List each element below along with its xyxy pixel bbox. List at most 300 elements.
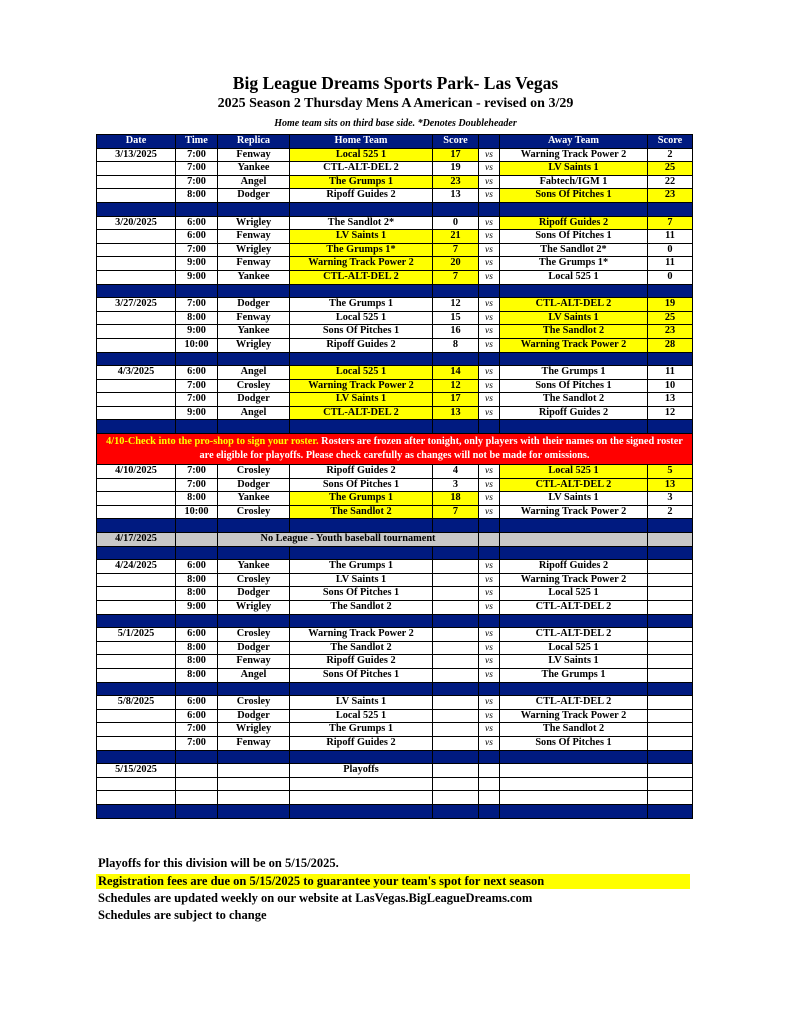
separator-cell	[290, 750, 433, 764]
away-score: 28	[648, 338, 693, 352]
field-replica: Fenway	[218, 655, 290, 669]
vs-label: vs	[479, 230, 500, 244]
separator-cell	[176, 519, 218, 533]
separator-cell	[648, 420, 693, 434]
field-replica: Dodger	[218, 587, 290, 601]
away-team: LV Saints 1	[500, 162, 648, 176]
vs-label: vs	[479, 478, 500, 492]
game-time: 8:00	[176, 587, 218, 601]
separator-cell	[97, 284, 176, 298]
game-time: 7:00	[176, 162, 218, 176]
game-row	[97, 492, 693, 506]
home-team: LV Saints 1	[290, 696, 433, 710]
away-score: 5	[648, 465, 693, 479]
week-separator	[97, 614, 693, 628]
footer-change-note: Schedules are subject to change	[98, 908, 267, 922]
vs-label: vs	[479, 175, 500, 189]
game-date	[97, 587, 176, 601]
away-team: The Grumps 1	[500, 366, 648, 380]
game-row	[97, 298, 693, 312]
away-score: 0	[648, 270, 693, 284]
home-team: LV Saints 1	[290, 573, 433, 587]
separator-cell	[648, 750, 693, 764]
game-time: 6:00	[176, 366, 218, 380]
week-separator	[97, 202, 693, 216]
separator-cell	[218, 546, 290, 560]
home-team: Local 525 1	[290, 366, 433, 380]
playoffs-row	[97, 764, 693, 778]
away-score: 11	[648, 230, 693, 244]
home-team: Ripoff Guides 2	[290, 655, 433, 669]
field-replica: Crosley	[218, 379, 290, 393]
separator-cell	[97, 682, 176, 696]
separator-cell	[218, 202, 290, 216]
roster-notice	[97, 434, 693, 465]
separator-cell	[648, 284, 693, 298]
away-team: CTL-ALT-DEL 2	[500, 696, 648, 710]
field-replica: Fenway	[218, 311, 290, 325]
away-score: 2	[648, 148, 693, 162]
separator-cell	[433, 519, 479, 533]
separator-cell	[648, 804, 693, 818]
away-team: The Grumps 1	[500, 668, 648, 682]
blank-cell	[290, 791, 433, 805]
game-date	[97, 492, 176, 506]
vs-label: vs	[479, 162, 500, 176]
doubleheader-note: Home team sits on third base side. *Denotes Doubleheader	[274, 118, 517, 129]
separator-cell	[176, 804, 218, 818]
home-team: The Grumps 1	[290, 492, 433, 506]
game-time: 9:00	[176, 406, 218, 420]
vs-label: vs	[479, 573, 500, 587]
home-team: The Sandlot 2*	[290, 216, 433, 230]
field-replica: Wrigley	[218, 243, 290, 257]
schedule-body	[97, 135, 693, 819]
game-date	[97, 325, 176, 339]
separator-cell	[176, 546, 218, 560]
home-score: 18	[433, 492, 479, 506]
separator-cell	[479, 420, 500, 434]
away-score	[648, 587, 693, 601]
away-team: Warning Track Power 2	[500, 505, 648, 519]
away-team: LV Saints 1	[500, 655, 648, 669]
game-row	[97, 478, 693, 492]
field-replica: Yankee	[218, 325, 290, 339]
game-date	[97, 505, 176, 519]
home-score: 7	[433, 243, 479, 257]
game-row	[97, 406, 693, 420]
game-date	[97, 736, 176, 750]
game-date	[97, 406, 176, 420]
game-date	[97, 338, 176, 352]
vs-label: vs	[479, 696, 500, 710]
game-time: 6:00	[176, 628, 218, 642]
home-team: CTL-ALT-DEL 2	[290, 270, 433, 284]
separator-cell	[218, 519, 290, 533]
game-date	[97, 270, 176, 284]
game-row	[97, 311, 693, 325]
playoffs-label: Playoffs	[290, 764, 433, 778]
vs-label: vs	[479, 257, 500, 271]
game-date: 4/24/2025	[97, 560, 176, 574]
away-team: Warning Track Power 2	[500, 338, 648, 352]
playoffs-date: 5/15/2025	[97, 764, 176, 778]
field-replica: Crosley	[218, 505, 290, 519]
separator-cell	[97, 420, 176, 434]
blank-cell	[176, 777, 218, 791]
game-date	[97, 379, 176, 393]
separator-cell	[479, 546, 500, 560]
game-date	[97, 230, 176, 244]
home-score: 12	[433, 379, 479, 393]
separator-cell	[290, 614, 433, 628]
home-team: The Grumps 1	[290, 723, 433, 737]
home-score: 23	[433, 175, 479, 189]
game-time: 8:00	[176, 189, 218, 203]
game-date: 3/13/2025	[97, 148, 176, 162]
game-row	[97, 655, 693, 669]
home-score: 14	[433, 366, 479, 380]
game-time: 9:00	[176, 270, 218, 284]
separator-cell	[218, 804, 290, 818]
separator-cell	[433, 614, 479, 628]
time-header: Time	[176, 135, 218, 149]
game-time: 9:00	[176, 325, 218, 339]
game-time: 7:00	[176, 393, 218, 407]
away-team: Ripoff Guides 2	[500, 560, 648, 574]
game-date	[97, 175, 176, 189]
game-time: 7:00	[176, 465, 218, 479]
separator-cell	[433, 804, 479, 818]
game-row	[97, 709, 693, 723]
game-date	[97, 393, 176, 407]
game-time: 9:00	[176, 257, 218, 271]
game-date	[97, 257, 176, 271]
blank-cell	[648, 777, 693, 791]
separator-cell	[648, 519, 693, 533]
separator-cell	[648, 682, 693, 696]
away-team: The Grumps 1*	[500, 257, 648, 271]
home-score	[433, 641, 479, 655]
field-replica: Crosley	[218, 573, 290, 587]
game-date	[97, 723, 176, 737]
vs-label: vs	[479, 379, 500, 393]
separator-cell	[97, 202, 176, 216]
game-time: 7:00	[176, 478, 218, 492]
home-team: Sons Of Pitches 1	[290, 587, 433, 601]
game-date: 4/3/2025	[97, 366, 176, 380]
vs-label: vs	[479, 668, 500, 682]
away-team: CTL-ALT-DEL 2	[500, 478, 648, 492]
separator-cell	[500, 546, 648, 560]
vs-label: vs	[479, 298, 500, 312]
game-time: 6:00	[176, 560, 218, 574]
game-row	[97, 270, 693, 284]
separator-cell	[433, 682, 479, 696]
home-score-header: Score	[433, 135, 479, 149]
away-score: 19	[648, 298, 693, 312]
game-row	[97, 628, 693, 642]
away-score	[648, 655, 693, 669]
away-team: Sons Of Pitches 1	[500, 736, 648, 750]
game-date: 5/1/2025	[97, 628, 176, 642]
field-replica: Angel	[218, 366, 290, 380]
game-time: 9:00	[176, 601, 218, 615]
home-team: Ripoff Guides 2	[290, 338, 433, 352]
game-row	[97, 560, 693, 574]
home-team: LV Saints 1	[290, 393, 433, 407]
page-subtitle: 2025 Season 2 Thursday Mens A American - revised on 3/29	[217, 96, 574, 111]
field-replica: Yankee	[218, 270, 290, 284]
away-score: 10	[648, 379, 693, 393]
game-time: 6:00	[176, 709, 218, 723]
away-score	[648, 641, 693, 655]
roster-notice-row	[97, 434, 693, 465]
no-league-date: 4/17/2025	[97, 533, 176, 547]
home-team: Sons Of Pitches 1	[290, 325, 433, 339]
home-score: 17	[433, 393, 479, 407]
separator-cell	[290, 804, 433, 818]
home-team: Ripoff Guides 2	[290, 465, 433, 479]
away-team: Sons Of Pitches 1	[500, 230, 648, 244]
separator-cell	[648, 352, 693, 366]
vs-label: vs	[479, 311, 500, 325]
game-row	[97, 573, 693, 587]
separator-cell	[176, 202, 218, 216]
game-time: 6:00	[176, 230, 218, 244]
game-time: 6:00	[176, 696, 218, 710]
home-score: 20	[433, 257, 479, 271]
separator-cell	[433, 352, 479, 366]
separator-cell	[218, 682, 290, 696]
vs-label: vs	[479, 325, 500, 339]
blank-cell	[648, 533, 693, 547]
home-score: 8	[433, 338, 479, 352]
away-score: 7	[648, 216, 693, 230]
field-replica: Dodger	[218, 709, 290, 723]
away-team: The Sandlot 2	[500, 723, 648, 737]
home-score	[433, 573, 479, 587]
away-score: 22	[648, 175, 693, 189]
game-date	[97, 311, 176, 325]
field-replica: Wrigley	[218, 338, 290, 352]
separator-cell	[176, 420, 218, 434]
away-score: 25	[648, 162, 693, 176]
separator-cell	[97, 804, 176, 818]
separator-cell	[218, 614, 290, 628]
no-league-row	[97, 533, 693, 547]
field-replica: Crosley	[218, 696, 290, 710]
home-score: 4	[433, 465, 479, 479]
separator-cell	[433, 284, 479, 298]
away-team: Ripoff Guides 2	[500, 216, 648, 230]
game-time: 8:00	[176, 492, 218, 506]
game-date	[97, 601, 176, 615]
separator-cell	[290, 420, 433, 434]
footer-playoffs-note: Playoffs for this division will be on 5/15/2025.	[98, 856, 339, 870]
footer-website-note: Schedules are updated weekly on our website at LasVegas.BigLeagueDreams.com	[98, 891, 533, 905]
away-team: Local 525 1	[500, 587, 648, 601]
field-replica: Crosley	[218, 465, 290, 479]
separator-cell	[479, 614, 500, 628]
away-team: Fabtech/IGM 1	[500, 175, 648, 189]
separator-cell	[479, 284, 500, 298]
home-team: Local 525 1	[290, 709, 433, 723]
separator-cell	[433, 750, 479, 764]
home-team: The Sandlot 2	[290, 641, 433, 655]
separator-cell	[479, 682, 500, 696]
home-score: 16	[433, 325, 479, 339]
home-score: 7	[433, 270, 479, 284]
separator-cell	[479, 750, 500, 764]
vs-label: vs	[479, 492, 500, 506]
home-score	[433, 709, 479, 723]
away-team: The Sandlot 2	[500, 393, 648, 407]
home-score	[433, 736, 479, 750]
game-time: 7:00	[176, 243, 218, 257]
separator-cell	[97, 546, 176, 560]
field-replica: Fenway	[218, 257, 290, 271]
game-row	[97, 230, 693, 244]
separator-cell	[479, 804, 500, 818]
away-score: 2	[648, 505, 693, 519]
vs-label: vs	[479, 216, 500, 230]
game-time: 8:00	[176, 655, 218, 669]
game-date: 3/20/2025	[97, 216, 176, 230]
home-score: 13	[433, 406, 479, 420]
away-score: 25	[648, 311, 693, 325]
away-score	[648, 601, 693, 615]
separator-cell	[500, 420, 648, 434]
away-team: Ripoff Guides 2	[500, 406, 648, 420]
blank-cell	[218, 791, 290, 805]
away-score	[648, 628, 693, 642]
away-team-header: Away Team	[500, 135, 648, 149]
game-date	[97, 709, 176, 723]
away-score: 11	[648, 366, 693, 380]
vs-label: vs	[479, 560, 500, 574]
field-replica: Fenway	[218, 148, 290, 162]
home-score: 12	[433, 298, 479, 312]
vs-label: vs	[479, 709, 500, 723]
separator-cell	[218, 420, 290, 434]
week-separator	[97, 804, 693, 818]
vs-label: vs	[479, 655, 500, 669]
game-row	[97, 723, 693, 737]
field-replica: Wrigley	[218, 601, 290, 615]
away-score-header: Score	[648, 135, 693, 149]
field-replica: Angel	[218, 406, 290, 420]
separator-cell	[176, 284, 218, 298]
away-score: 13	[648, 478, 693, 492]
separator-cell	[176, 352, 218, 366]
field-replica: Angel	[218, 668, 290, 682]
separator-cell	[500, 202, 648, 216]
game-row	[97, 148, 693, 162]
away-team: Sons Of Pitches 1	[500, 379, 648, 393]
separator-cell	[433, 420, 479, 434]
vs-label: vs	[479, 243, 500, 257]
separator-cell	[479, 202, 500, 216]
home-score: 19	[433, 162, 479, 176]
replica-header: Replica	[218, 135, 290, 149]
week-separator	[97, 546, 693, 560]
vs-label: vs	[479, 601, 500, 615]
game-time: 7:00	[176, 175, 218, 189]
game-date: 5/8/2025	[97, 696, 176, 710]
separator-cell	[648, 546, 693, 560]
separator-cell	[500, 284, 648, 298]
game-time: 10:00	[176, 505, 218, 519]
blank-cell	[648, 791, 693, 805]
field-replica: Yankee	[218, 162, 290, 176]
separator-cell	[218, 284, 290, 298]
vs-label: vs	[479, 736, 500, 750]
separator-cell	[500, 750, 648, 764]
home-team: Warning Track Power 2	[290, 628, 433, 642]
away-team: CTL-ALT-DEL 2	[500, 298, 648, 312]
away-score: 23	[648, 325, 693, 339]
field-replica: Dodger	[218, 393, 290, 407]
home-team: Sons Of Pitches 1	[290, 668, 433, 682]
away-score: 23	[648, 189, 693, 203]
home-team: Warning Track Power 2	[290, 379, 433, 393]
game-date	[97, 641, 176, 655]
home-score	[433, 601, 479, 615]
blank-cell	[176, 533, 218, 547]
game-row	[97, 175, 693, 189]
separator-cell	[500, 519, 648, 533]
game-time: 7:00	[176, 379, 218, 393]
home-score: 3	[433, 478, 479, 492]
away-score	[648, 723, 693, 737]
separator-cell	[648, 202, 693, 216]
game-row	[97, 379, 693, 393]
game-time: 8:00	[176, 573, 218, 587]
game-time: 7:00	[176, 298, 218, 312]
date-header: Date	[97, 135, 176, 149]
game-row	[97, 257, 693, 271]
home-team: Ripoff Guides 2	[290, 189, 433, 203]
roster-notice-text: Rosters are frozen after tonight, only players with their names on the signed roster are eligible for playoffs. Please check carefully as changes will not be made for omissions.	[199, 436, 683, 462]
game-row	[97, 338, 693, 352]
game-time: 7:00	[176, 736, 218, 750]
game-row	[97, 696, 693, 710]
blank-cell	[433, 777, 479, 791]
separator-cell	[97, 352, 176, 366]
home-score	[433, 668, 479, 682]
game-time: 8:00	[176, 641, 218, 655]
away-team: The Sandlot 2	[500, 325, 648, 339]
blank-cell	[176, 791, 218, 805]
week-separator	[97, 682, 693, 696]
game-row	[97, 162, 693, 176]
vs-header	[479, 135, 500, 149]
away-score: 13	[648, 393, 693, 407]
vs-label: vs	[479, 189, 500, 203]
game-date	[97, 668, 176, 682]
blank-cell	[479, 533, 500, 547]
home-score	[433, 587, 479, 601]
field-replica: Dodger	[218, 298, 290, 312]
blank-cell	[97, 777, 176, 791]
game-date	[97, 573, 176, 587]
vs-label: vs	[479, 270, 500, 284]
game-time: 10:00	[176, 338, 218, 352]
roster-notice-highlight: 4/10-Check into the pro-shop to sign your roster.	[106, 436, 319, 448]
blank-cell	[433, 764, 479, 778]
separator-cell	[500, 682, 648, 696]
